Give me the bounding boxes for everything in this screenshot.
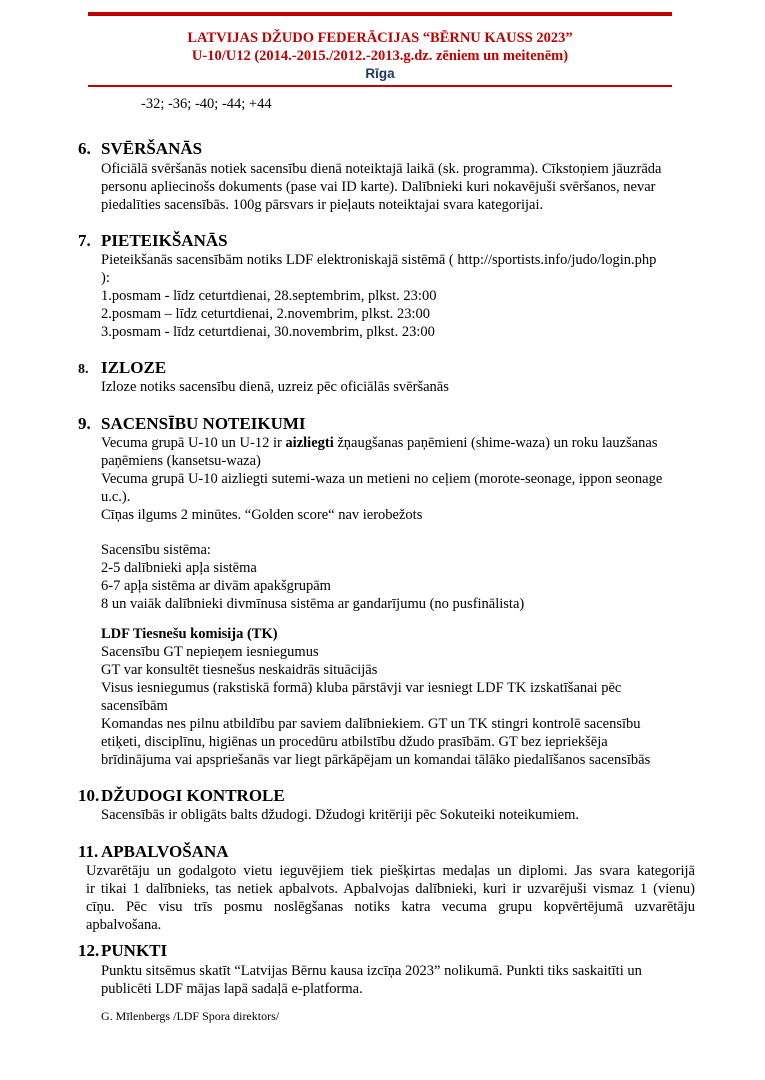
tk-line: GT var konsultēt tiesnešus neskaidrās situācijās (101, 662, 378, 678)
competition-system-line: Sacensību sistēma: (101, 542, 211, 558)
competition-system-line: 2-5 dalībnieki apļa sistēma (101, 560, 257, 576)
tk-line: Sacensību GT nepieņem iesniegumus (101, 644, 319, 660)
section-7-line: ): (101, 270, 110, 286)
section-7-line: 2.posmam – līdz ceturtdienai, 2.novembrim, plkst. 23:00 (101, 306, 431, 322)
section-9-heading: 9. SACENSĪBU NOTEIKUMI (78, 414, 306, 433)
section-6-heading: 6. SVĒRŠANĀS (78, 139, 203, 158)
section-11-line: ir tikai 1 dalībnieks, tas netiek apbalvots. Apbalvojas dalībnieki, kuri ir uzvarējuši vismaz 1 (vienu) (86, 881, 695, 897)
section-11-heading: 11. APBALVOŠANA (78, 842, 229, 861)
section-7-line: Pieteikšanās sacensībām notiks LDF elektroniskajā sistēmā ( http://sportists.info/judo/login.php (101, 252, 657, 268)
section-8-line: Izloze notiks sacensību dienā, uzreiz pēc oficiālās svēršanās (101, 379, 449, 395)
section-9-line: Vecuma grupā U-10 aizliegti sutemi-waza un metieni no ceļiem (morote-seonage, ippon seonage (101, 471, 663, 487)
section-11-line: cīņu. Pēc visu trīs posmu noslēgšanas notiks katra vecuma grupu kopvērtējumā uzvarētāju (86, 899, 695, 915)
tk-line: etiķeti, disciplīnu, higiēnas un procedūru atbilstību džudo prasībām. GT bez iepriekšēja (101, 734, 608, 750)
section-12-line: Punktu sitsēmus skatīt “Latvijas Bērnu kausa izcīņa 2023” nolikumā. Punkti tiks saskaitīti un (101, 963, 642, 979)
weight-categories: -32; -36; -40; -44; +44 (141, 96, 272, 112)
section-8-heading: 8. IZLOZE (78, 358, 167, 377)
section-9-line: u.c.). (101, 489, 131, 505)
section-7-heading: 7. PIETEIKŠANĀS (78, 231, 228, 250)
section-7-line: 3.posmam - līdz ceturtdienai, 30.novembrim, plkst. 23:00 (101, 324, 435, 340)
signature: G. Mīlenbergs /LDF Spora direktors/ (101, 1009, 280, 1023)
section-9-line: paņēmiens (kansetsu-waza) (101, 453, 261, 469)
tk-line: Visus iesniegumus (rakstiskā formā) kluba pārstāvji var iesniegt LDF TK izskatīšanai pēc (101, 680, 622, 696)
tk-line: sacensībām (101, 698, 168, 714)
header-title: LATVIJAS DŽUDO FEDERĀCIJAS “BĒRNU KAUSS 2023” (187, 30, 573, 46)
competition-system-line: 6-7 apļa sistēma ar divām apakšgrupām (101, 578, 331, 594)
section-6-line: piedalīties sacensībās. 100g pārsvars ir pieļauts noteiktajai svara kategorijai. (101, 197, 544, 213)
tk-line: brīdinājuma vai apspriešanās var liegt pārkāpējam un komandai tālāko piedalīšanos sacensībās (101, 752, 651, 768)
header-rule-bottom (88, 85, 672, 87)
section-9-line: Cīņas ilgums 2 minūtes. “Golden score“ nav ierobežots (101, 507, 423, 523)
header-rule-top (88, 12, 672, 16)
section-7-line: 1.posmam - līdz ceturtdienai, 28.septembrim, plkst. 23:00 (101, 288, 437, 304)
section-6-line: Oficiālā svēršanās notiek sacensību dienā noteiktajā laikā (sk. programma). Cīkstoņiem jāuzrāda (101, 161, 662, 177)
section-6-line: personu apliecinošs dokuments (pase vai ID karte). Dalībnieki kuri nokavējuši svēršanos, nevar (101, 179, 656, 195)
tk-heading: LDF Tiesnešu komisija (TK) (101, 626, 278, 642)
section-12-line: publicēti LDF mājas lapā sadaļā e-platforma. (101, 981, 363, 997)
header-subtitle: U-10/U12 (2014.-2015./2012.-2013.g.dz. zēniem un meitenēm) (191, 48, 569, 64)
section-10-heading: 10. DŽUDOGI KONTROLE (78, 786, 285, 805)
section-10-line: Sacensībās ir obligāts balts džudogi. Džudogi kritēriji pēc Sokuteiki noteikumiem. (101, 807, 580, 823)
section-12-heading: 12. PUNKTI (78, 941, 168, 960)
tk-line: Komandas nes pilnu atbildību par saviem dalībniekiem. GT un TK stingri kontrolē sacensību (101, 716, 641, 732)
section-9-line: Vecuma grupā U-10 un U-12 ir aizliegti žņaugšanas paņēmieni (shime-waza) un roku lauzšanas (101, 435, 658, 451)
section-11-line: apbalvošana. (86, 917, 162, 933)
section-11-line: Uzvarētāju un godalgoto vietu ieguvējiem tiek piešķirtas medaļas un diplomi. Jas svara kategorijā (86, 863, 695, 879)
competition-system-line: 8 un vaiāk dalībnieki divmīnusa sistēma ar gandarījumu (no pusfinālista) (101, 596, 525, 612)
header-city: Rīga (365, 66, 395, 81)
